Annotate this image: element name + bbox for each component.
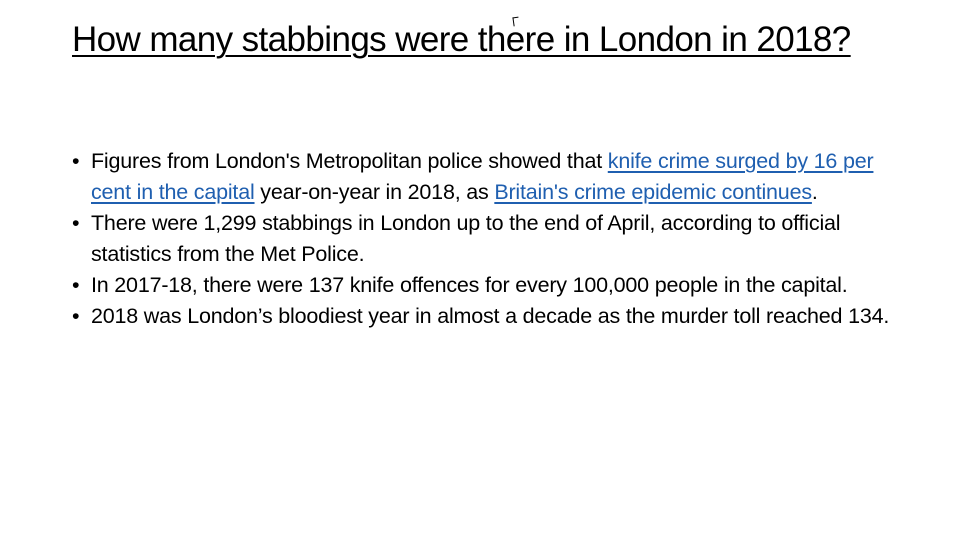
bullet-item: [72, 301, 902, 332]
bullet-text: year-on-year in 2018, as: [254, 180, 495, 204]
bullet-text: .: [811, 180, 818, 204]
bullet-text: Figures from London's Metropolitan police showed that: [91, 149, 608, 173]
slide-title: How many stabbings were there in London in 2018?: [72, 20, 851, 59]
knife-crime-link[interactable]: knife crime surged by 16 per cent in the capital: [91, 149, 874, 204]
bullet-item: [72, 208, 902, 270]
bullet-list: [72, 146, 902, 332]
bullet-text: 2018 was London’s bloodiest year in almost a decade as the murder toll reached 134.: [91, 304, 890, 328]
bullet-item: [72, 270, 902, 301]
bullet-text: There were 1,299 stabbings in London up to the end of April, according to official statistics from the Met Police.: [91, 211, 841, 266]
crime-epidemic-link[interactable]: Britain's crime epidemic continues: [494, 180, 812, 204]
bullet-text: In 2017-18, there were 137 knife offences for every 100,000 people in the capital.: [91, 273, 848, 297]
ink-mark: [512, 17, 519, 27]
bullet-item: [72, 146, 902, 208]
